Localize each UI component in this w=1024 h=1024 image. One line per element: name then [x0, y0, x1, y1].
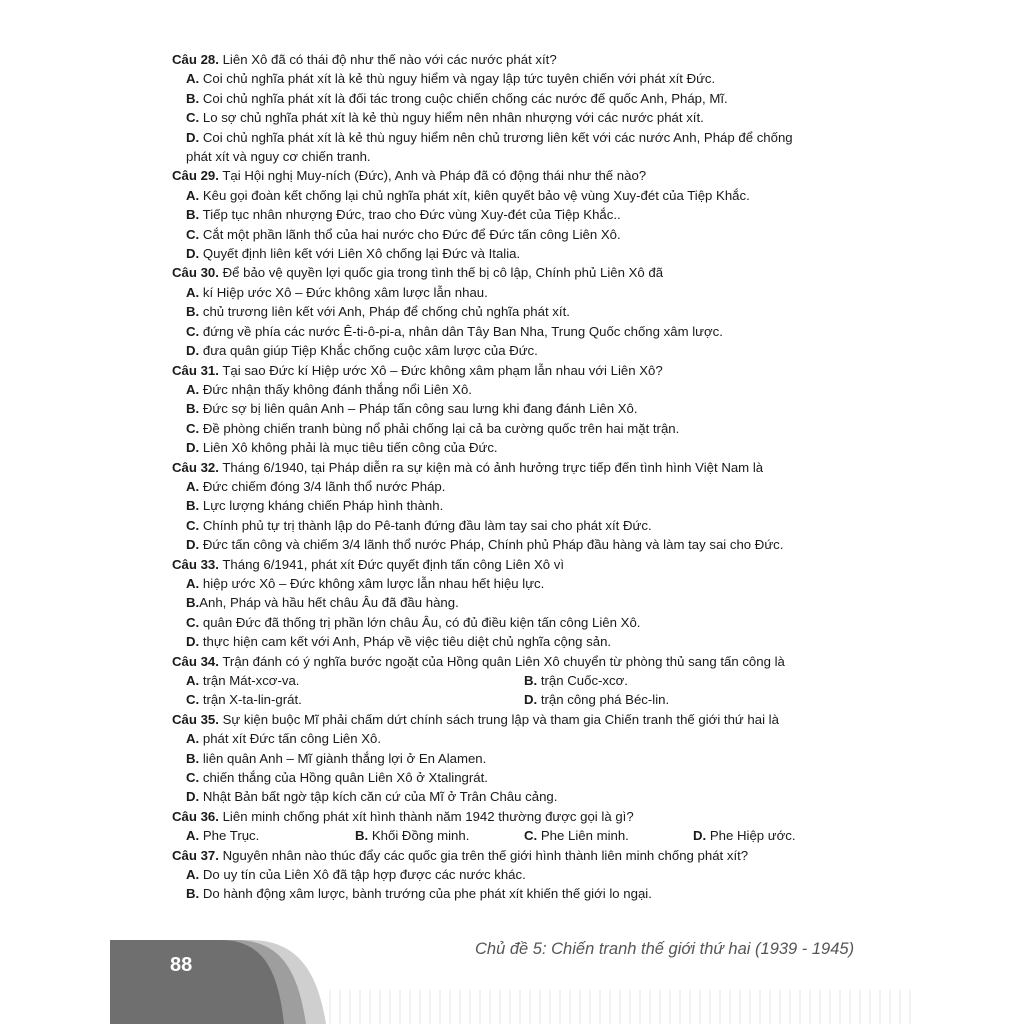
option-b: [524, 671, 862, 690]
option-letter: B.: [186, 304, 200, 320]
option-letter: B.: [186, 90, 200, 106]
option-letter: A.: [186, 575, 200, 591]
option-text: Coi chủ nghĩa phát xít là kẻ thù nguy hiểm nên chủ trương liên kết với các nước Anh, Pháp để chống: [202, 129, 793, 145]
option-letter: D.: [693, 828, 707, 844]
option-letter: B.: [186, 886, 200, 902]
question-text: Trận đánh có ý nghĩa bước ngoặt của Hồng quân Liên Xô chuyển từ phòng thủ sang tấn công là: [222, 653, 785, 669]
option-letter: C.: [186, 110, 200, 126]
question-label: Câu 35.: [172, 711, 219, 727]
option-c: [186, 690, 524, 709]
question-text: Liên minh chống phát xít hình thành năm 1942 thường được gọi là gì?: [222, 808, 634, 824]
question-37: [172, 846, 862, 865]
option-text: chủ trương liên kết với Anh, Pháp để chống chủ nghĩa phát xít.: [202, 304, 570, 320]
option-text: hiệp ước Xô – Đức không xâm lược lẫn nhau hết hiệu lực.: [202, 575, 545, 591]
option-b: [355, 826, 524, 845]
question-text: Tháng 6/1940, tại Pháp diễn ra sự kiện mà có ảnh hưởng trực tiếp đến tình hình Việt Nam là: [222, 459, 764, 475]
question-label: Câu 37.: [172, 847, 219, 863]
option-text: đứng về phía các nước Ê-ti-ô-pi-a, nhân dân Tây Ban Nha, Trung Quốc chống xâm lược.: [202, 323, 723, 339]
question-29: [172, 166, 862, 185]
option-text: Quyết định liên kết với Liên Xô chống lại Đức và Italia.: [202, 246, 521, 262]
question-35: [172, 710, 862, 729]
option-letter: D.: [186, 440, 200, 456]
question-label: Câu 36.: [172, 808, 219, 824]
question-text: Sự kiện buộc Mĩ phải chấm dứt chính sách trung lập và tham gia Chiến tranh thế giới thứ hai là: [222, 711, 779, 727]
option-letter: D.: [186, 537, 200, 553]
question-30: [172, 263, 862, 282]
option-text: Tiếp tục nhân nhượng Đức, trao cho Đức vùng Xuy-đét của Tiệp Khắc..: [202, 207, 621, 223]
option-text: Liên Xô không phải là mục tiêu tiến công của Đức.: [202, 440, 498, 456]
option-text: Chính phủ tự trị thành lập do Pê-tanh đứng đầu làm tay sai cho phát xít Đức.: [202, 517, 652, 533]
question-label: Câu 28.: [172, 52, 219, 67]
question-label: Câu 29.: [172, 168, 219, 184]
option-text: chiến thắng của Hồng quân Liên Xô ở Xtalingrát.: [202, 770, 488, 786]
option-text: Cắt một phần lãnh thổ của hai nước cho Đức để Đức tấn công Liên Xô.: [202, 226, 621, 242]
option-letter: C.: [186, 420, 200, 436]
question-text: Tại sao Đức kí Hiệp ước Xô – Đức không xâm phạm lẫn nhau với Liên Xô?: [222, 362, 663, 378]
option-a: [186, 826, 355, 845]
option-letter: D.: [186, 343, 200, 359]
option-row: [172, 671, 862, 690]
footer-block-dark: [110, 940, 284, 1024]
option-letter: A.: [186, 187, 200, 203]
option-letter: B.: [186, 595, 200, 611]
option-letter: A.: [186, 673, 200, 688]
option-letter: A.: [186, 381, 200, 397]
option-d: [172, 535, 862, 554]
option-letter: B.: [186, 498, 200, 514]
option-letter: A.: [186, 284, 200, 300]
option-a: [172, 574, 862, 593]
option-d: [172, 341, 862, 360]
question-28: [172, 50, 862, 69]
option-letter: C.: [186, 226, 200, 242]
option-c: [172, 108, 862, 127]
option-b: [172, 302, 862, 321]
option-text: Do hành động xâm lược, bành trướng của phe phát xít khiến thế giới lo ngại.: [202, 886, 652, 902]
option-text: Lo sợ chủ nghĩa phát xít là kẻ thù nguy hiểm nên nhân nhượng với các nước phát xít.: [202, 110, 704, 126]
option-text: đưa quân giúp Tiệp Khắc chống cuộc xâm lược của Đức.: [202, 343, 538, 359]
question-text: Tháng 6/1941, phát xít Đức quyết định tấn công Liên Xô vì: [222, 556, 565, 572]
question-32: [172, 458, 862, 477]
question-text: Tại Hội nghị Muy-ních (Đức), Anh và Pháp đã có động thái như thế nào?: [222, 168, 647, 184]
option-a: [172, 477, 862, 496]
option-letter: B.: [186, 207, 200, 223]
option-c: [172, 613, 862, 632]
option-text: trận công phá Béc-lin.: [540, 692, 670, 708]
option-d-continuation: [172, 147, 862, 166]
option-a: [172, 380, 862, 399]
option-b: [172, 884, 862, 903]
option-text: Khối Đồng minh.: [371, 828, 470, 844]
option-letter: D.: [186, 634, 200, 650]
question-text: Nguyên nhân nào thúc đẩy các quốc gia trên thế giới hình thành liên minh chống phát xít?: [222, 847, 749, 863]
option-d: [172, 244, 862, 263]
option-d: [524, 690, 862, 709]
question-33: [172, 555, 862, 574]
question-label: Câu 32.: [172, 459, 219, 475]
option-c: [172, 322, 862, 341]
option-text: Phe Liên minh.: [540, 828, 629, 844]
option-text: Nhật Bản bất ngờ tập kích căn cứ của Mĩ ở Trân Châu cảng.: [202, 789, 558, 805]
option-letter: D.: [186, 246, 200, 262]
question-label: Câu 31.: [172, 362, 219, 378]
option-text: thực hiện cam kết với Anh, Pháp về việc tiêu diệt chủ nghĩa cộng sản.: [202, 634, 612, 650]
option-d: [172, 632, 862, 651]
option-letter: D.: [524, 692, 538, 708]
option-c: [172, 225, 862, 244]
option-letter: A.: [186, 867, 200, 883]
option-b: [172, 593, 862, 612]
option-text: Phe Trục.: [202, 828, 260, 844]
option-text: kí Hiệp ước Xô – Đức không xâm lược lẫn nhau.: [202, 284, 488, 300]
option-d: [172, 787, 862, 806]
option-c: [524, 826, 693, 845]
option-d: [172, 438, 862, 457]
question-list: [172, 50, 862, 904]
option-a: [172, 283, 862, 302]
option-b: [172, 399, 862, 418]
option-letter: B.: [186, 401, 200, 417]
question-label: Câu 33.: [172, 556, 219, 572]
option-letter: C.: [186, 692, 200, 708]
option-text: Đức nhận thấy không đánh thắng nổi Liên Xô.: [202, 381, 472, 397]
option-text: liên quân Anh – Mĩ giành thắng lợi ở En Alamen.: [202, 750, 487, 766]
question-34: [172, 652, 862, 671]
page-number: 88: [170, 954, 193, 976]
option-row: [172, 690, 862, 709]
option-c: [172, 768, 862, 787]
option-b: [172, 749, 862, 768]
option-c: [172, 516, 862, 535]
option-text: Đức sợ bị liên quân Anh – Pháp tấn công sau lưng khi đang đánh Liên Xô.: [202, 401, 638, 417]
chapter-title: Chủ đề 5: Chiến tranh thế giới thứ hai (1939 - 1945): [475, 940, 855, 958]
option-text: Lực lượng kháng chiến Pháp hình thành.: [202, 498, 444, 514]
option-b: [172, 496, 862, 515]
option-text: Đức tấn công và chiếm 3/4 lãnh thổ nước Pháp, Chính phủ Pháp đầu hàng và làm tay sai cho Đức.: [202, 537, 784, 553]
option-letter: B.: [186, 750, 200, 766]
question-text: Liên Xô đã có thái độ như thế nào với các nước phát xít?: [222, 52, 557, 67]
option-letter: C.: [524, 828, 538, 844]
option-text-continuation: phát xít và nguy cơ chiến tranh.: [186, 149, 371, 165]
option-a: [172, 865, 862, 884]
option-text: quân Đức đã thống trị phần lớn châu Âu, có đủ điều kiện tấn công Liên Xô.: [202, 614, 641, 630]
option-letter: A.: [186, 71, 200, 87]
option-text: Đề phòng chiến tranh bùng nổ phải chống lại cả ba cường quốc trên hai mặt trận.: [202, 420, 680, 436]
option-text: Phe Hiệp ước.: [709, 828, 796, 844]
option-text: phát xít Đức tấn công Liên Xô.: [202, 731, 382, 747]
option-b: [172, 89, 862, 108]
option-letter: C.: [186, 770, 200, 786]
option-letter: A.: [186, 731, 200, 747]
option-text: trận X-ta-lin-grát.: [202, 692, 302, 708]
option-text: Anh, Pháp và hầu hết châu Âu đã đầu hàng.: [199, 595, 459, 611]
question-31: [172, 361, 862, 380]
question-label: Câu 34.: [172, 653, 219, 669]
option-c: [172, 419, 862, 438]
option-letter: B.: [355, 828, 369, 844]
option-text: Đức chiếm đóng 3/4 lãnh thổ nước Pháp.: [202, 478, 446, 494]
question-36: [172, 807, 862, 826]
option-row: [172, 826, 862, 845]
option-a: [172, 69, 862, 88]
option-text: Kêu gọi đoàn kết chống lại chủ nghĩa phát xít, kiên quyết bảo vệ vùng Xuy-đét của Tiệp Khắc.: [202, 187, 750, 203]
option-text: trận Cuốc-xcơ.: [540, 673, 628, 688]
option-a: [186, 671, 524, 690]
option-letter: A.: [186, 828, 200, 844]
option-text: Coi chủ nghĩa phát xít là đối tác trong cuộc chiến chống các nước đế quốc Anh, Pháp, Mĩ.: [202, 90, 728, 106]
footer-stripes: [330, 990, 910, 1024]
question-label: Câu 30.: [172, 265, 219, 281]
option-letter: C.: [186, 614, 200, 630]
option-d: [172, 128, 862, 147]
option-letter: D.: [186, 789, 200, 805]
option-letter: B.: [524, 673, 538, 688]
option-letter: A.: [186, 478, 200, 494]
option-text: Coi chủ nghĩa phát xít là kẻ thù nguy hiểm và ngay lập tức tuyên chiến với phát xít Đức.: [202, 71, 716, 87]
option-letter: C.: [186, 323, 200, 339]
question-text: Để bảo vệ quyền lợi quốc gia trong tình thế bị cô lập, Chính phủ Liên Xô đã: [222, 265, 664, 281]
option-letter: C.: [186, 517, 200, 533]
option-a: [172, 186, 862, 205]
option-text: Do uy tín của Liên Xô đã tập hợp được các nước khác.: [202, 867, 526, 883]
option-d: [693, 826, 862, 845]
option-text: trận Mát-xcơ-va.: [202, 673, 300, 688]
option-letter: D.: [186, 129, 200, 145]
option-b: [172, 205, 862, 224]
option-a: [172, 729, 862, 748]
